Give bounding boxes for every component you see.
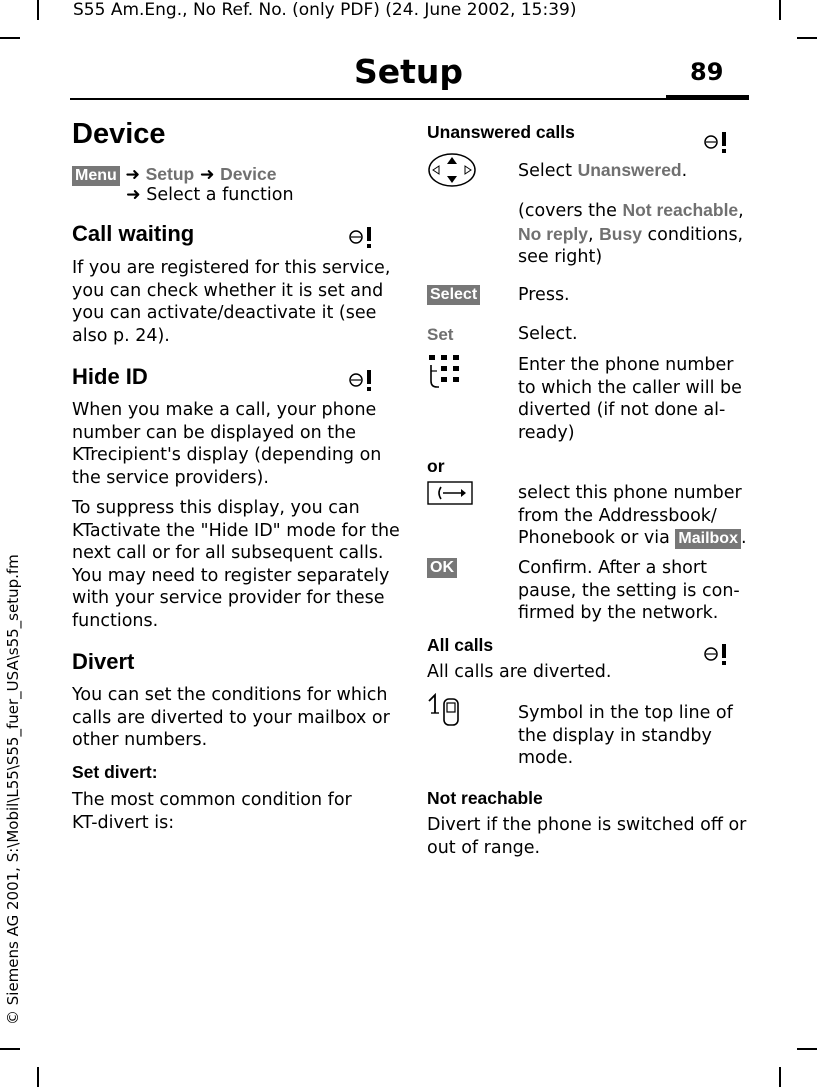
crop-mark	[797, 37, 817, 39]
divert-heading: Divert	[72, 649, 135, 674]
call-waiting-heading: Call waiting	[72, 221, 195, 246]
unanswered-calls-heading: Unanswered calls	[427, 122, 575, 142]
no-reply-option: No reply	[518, 223, 589, 244]
page-title: Setup	[353, 52, 464, 91]
menu-path	[72, 163, 277, 187]
all-calls-heading: All calls	[427, 635, 494, 655]
arrow: ➜	[126, 185, 141, 205]
phonebook-text: select this phone number from the Addressbook/ Phonebook or via Mailbox .	[518, 483, 747, 548]
arrow: ➜	[199, 165, 215, 185]
arrow: ➜	[125, 165, 141, 185]
network-service-icon	[703, 643, 731, 665]
menu-setup: Setup	[145, 164, 195, 184]
not-reachable-heading: Not reachable	[427, 788, 543, 808]
divert-common-text: The most common condition for KT-divert is:	[72, 790, 352, 833]
symbol-text: Symbol in the top line of the display in standby mode.	[518, 703, 733, 768]
menu-device: Device	[220, 164, 277, 184]
set-label: Set	[427, 325, 454, 344]
phonebook-icon	[427, 481, 473, 505]
menu-path-line2	[126, 184, 294, 207]
menu-softkey: Menu	[72, 166, 120, 186]
crop-mark	[37, 1067, 39, 1087]
header-rule	[70, 98, 666, 100]
not-reachable-text: Divert if the phone is switched off or out of range.	[427, 815, 747, 858]
or-label: or	[427, 456, 445, 476]
unanswered-option: Unanswered	[577, 160, 682, 180]
call-waiting-text: If you are registered for this service, you can check whether it is set and you can activate/deactivate it (see also p. 24).	[72, 258, 391, 346]
select-text: Select.	[518, 324, 578, 344]
all-calls-text: All calls are diverted.	[427, 662, 612, 682]
set-divert-heading: Set divert:	[72, 762, 158, 782]
hide-id-text: When you make a call, your phone number can be displayed on the KTrecipient's display (depending on the service providers).	[72, 400, 382, 488]
crop-mark	[797, 1048, 817, 1050]
network-service-icon	[348, 226, 376, 248]
select-softkey-row	[427, 284, 480, 305]
crop-mark	[0, 1048, 20, 1050]
covers-note: (covers the Not reachable, No reply, Busy conditions, see right)	[518, 200, 744, 267]
ok-softkey-row	[427, 557, 457, 578]
hide-id-text-2: To suppress this display, you can KTactivate the "Hide ID" mode for the next call or for all subsequent calls. You may need to register separately with your service provider for these functions.	[72, 498, 400, 631]
divert-status-icon	[427, 693, 463, 729]
page-number: 89	[690, 58, 724, 86]
divert-text: You can set the conditions for which calls are diverted to your mailbox or other numbers.	[72, 685, 390, 750]
confirm-text: Confirm. After a short pause, the setting is con- firmed by the network.	[518, 558, 740, 623]
network-service-icon	[348, 369, 376, 391]
copyright-sidebar: © Siemens AG 2001, S:\Mobil\L55\S55_fuer_USA\s55_setup.fm	[4, 554, 22, 1025]
ok-softkey: OK	[427, 558, 457, 578]
hide-id-heading: Hide ID	[72, 364, 148, 389]
crop-mark	[37, 0, 39, 20]
enter-number-text: Enter the phone number to which the caller will be diverted (if not done al- ready)	[518, 355, 742, 443]
crop-mark	[779, 1067, 781, 1087]
mailbox-softkey: Mailbox	[675, 529, 741, 549]
select-function: Select a function	[146, 185, 294, 205]
select-unanswered: Select Unanswered.	[518, 160, 688, 181]
not-reachable-option: Not reachable	[622, 200, 739, 220]
running-head: S55 Am.Eng., No Ref. No. (only PDF) (24. June 2002, 15:39)	[73, 0, 577, 20]
crop-mark	[779, 0, 781, 20]
press-text: Press.	[518, 285, 570, 305]
page-number-bar	[666, 95, 749, 100]
device-heading: Device	[72, 118, 166, 150]
keypad-icon	[427, 353, 467, 389]
select-softkey: Select	[427, 285, 480, 305]
busy-option: Busy	[599, 223, 642, 244]
network-service-icon	[703, 131, 731, 153]
navigation-key-icon	[427, 152, 477, 188]
